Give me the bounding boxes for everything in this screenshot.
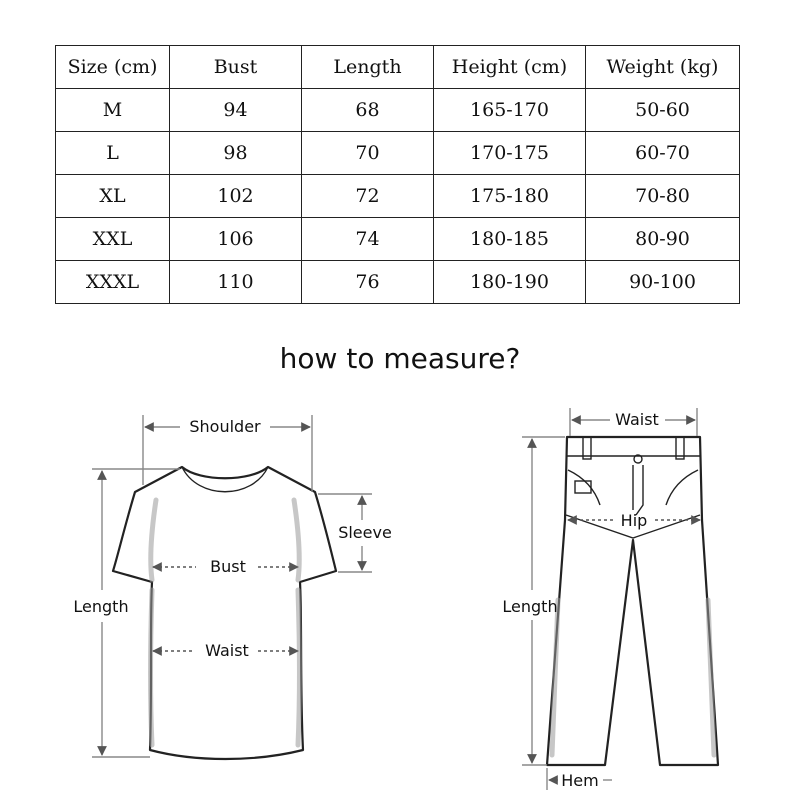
cell-size: XXXL [56,261,170,304]
cell-height: 165-170 [434,89,586,132]
cell-weight: 90-100 [586,261,740,304]
cell-length: 74 [302,218,434,261]
cell-bust: 98 [170,132,302,175]
cell-weight: 50-60 [586,89,740,132]
hip-label: Hip [620,511,648,530]
cell-length: 70 [302,132,434,175]
bust-label: Bust [210,557,246,576]
cell-length: 76 [302,261,434,304]
shoulder-label: Shoulder [189,417,261,436]
cell-length: 72 [302,175,434,218]
header-weight: Weight (kg) [586,46,740,89]
cell-bust: 110 [170,261,302,304]
header-bust: Bust [170,46,302,89]
shirt-length-label: Length [73,597,129,616]
shirt-waist-label: Waist [205,641,249,660]
cell-height: 180-185 [434,218,586,261]
pants-waist-label: Waist [615,410,659,429]
cell-weight: 60-70 [586,132,740,175]
cell-bust: 106 [170,218,302,261]
cell-size: XXL [56,218,170,261]
cell-bust: 94 [170,89,302,132]
hem-label: Hem [561,771,599,790]
cell-weight: 80-90 [586,218,740,261]
header-length: Length [302,46,434,89]
cell-height: 170-175 [434,132,586,175]
cell-size: L [56,132,170,175]
cell-bust: 102 [170,175,302,218]
cell-size: M [56,89,170,132]
how-to-measure-heading: how to measure? [279,342,521,375]
cell-height: 175-180 [434,175,586,218]
pants-length-label: Length [502,597,558,616]
header-height: Height (cm) [434,46,586,89]
cell-height: 180-190 [434,261,586,304]
cell-size: XL [56,175,170,218]
cell-length: 68 [302,89,434,132]
sleeve-label: Sleeve [338,523,392,542]
header-size: Size (cm) [56,46,170,89]
cell-weight: 70-80 [586,175,740,218]
